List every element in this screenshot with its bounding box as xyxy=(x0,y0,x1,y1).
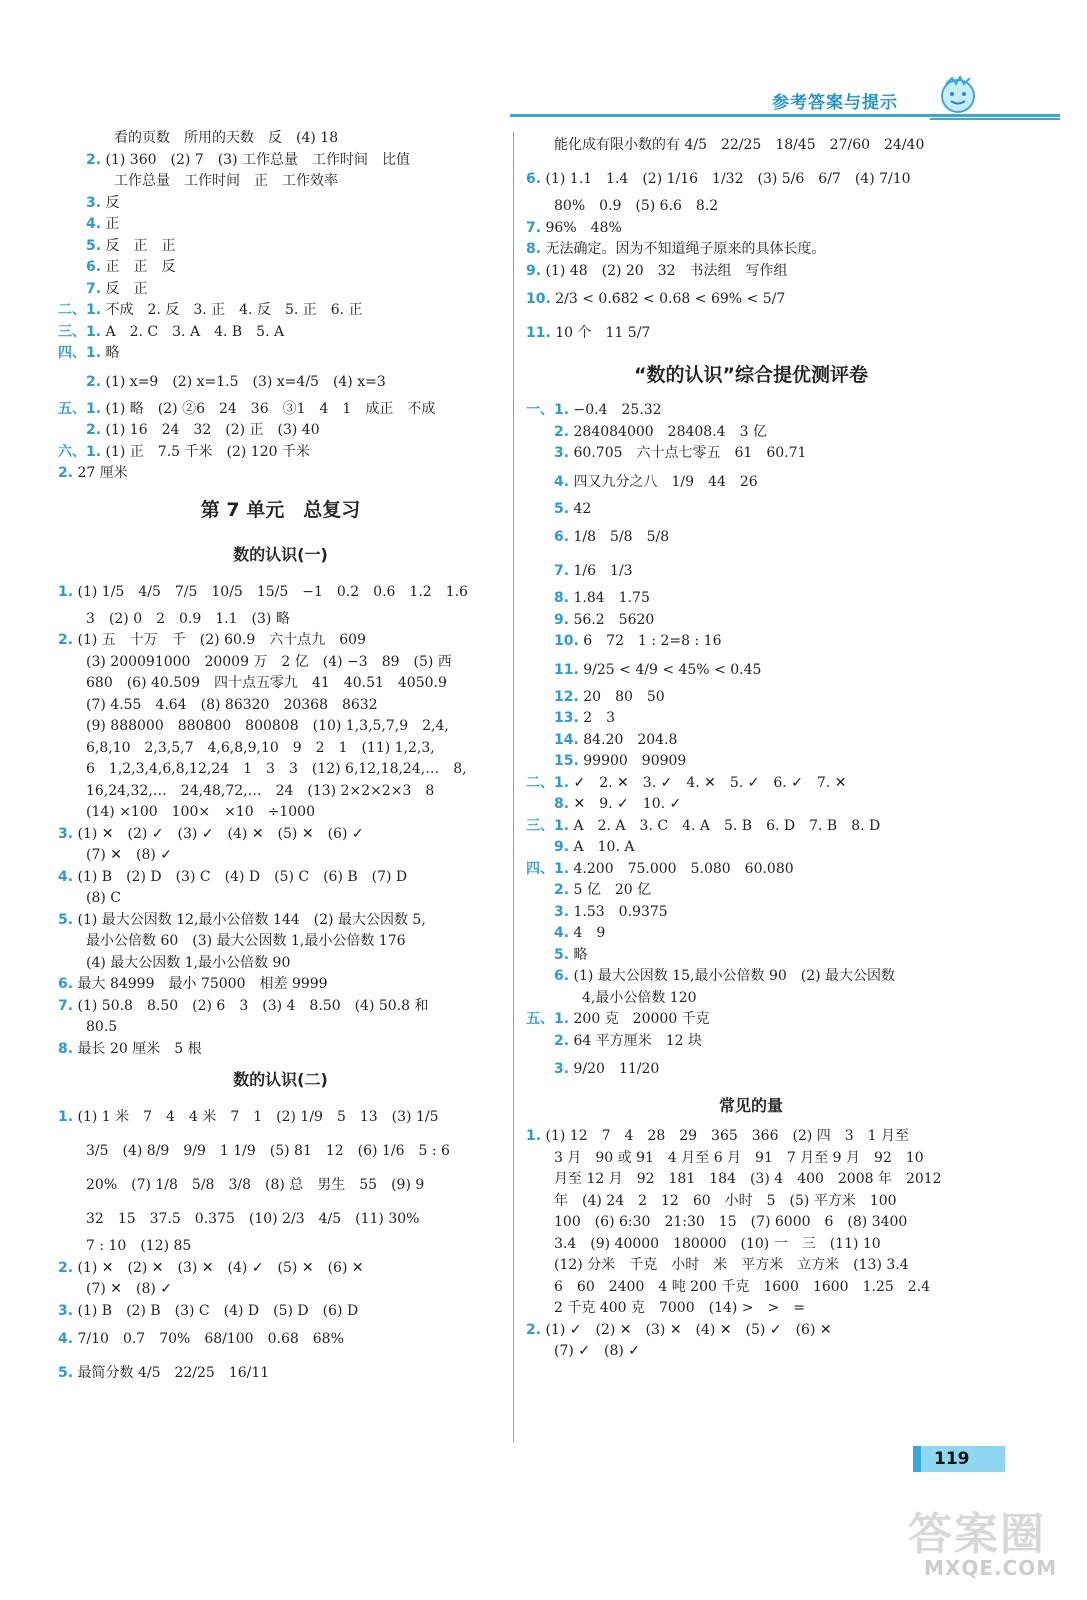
answer-text: 6 1,2,3,4,6,8,12,24 1 3 3 (12) 6,12,18,24,… 8, xyxy=(86,761,467,777)
answer-text: (7) ✓ (8) ✓ xyxy=(554,1343,641,1359)
answer-line xyxy=(58,652,503,674)
answer-text: 2/3 < 0.6̇8̇2 < 0.68 < 69% < 5/7 xyxy=(555,291,786,307)
answer-text: 2 3 xyxy=(583,710,616,726)
header-title: 参考答案与提示 xyxy=(772,93,898,113)
question-number: 8. xyxy=(554,796,570,812)
answer-text: 年 (4) 24 2 12 60 小时 5 (5) 平方米 100 xyxy=(554,1192,897,1209)
answer-line xyxy=(58,673,503,695)
answer-text: (7) 4.55 4.64 (8) 86320 20368 8632 xyxy=(86,696,378,713)
answer-text: 20% (7) 1/8 5/8 3/8 (8) 总 男生 55 (9) 9 xyxy=(86,1177,425,1193)
watermark-url: MXQE.COM xyxy=(924,1556,1058,1580)
question-number: 1. xyxy=(58,1109,74,1125)
question-number: 五、1. xyxy=(58,400,102,417)
question-number: 3. xyxy=(58,1302,74,1319)
answer-text: 四又九分之八 1/9 44 26 xyxy=(573,473,758,490)
answer-text: 80% 0.9 (5) 6.6 8.2 xyxy=(554,198,719,214)
answer-line xyxy=(58,974,503,996)
answer-text: (1) 最大公因数 12,最小公倍数 144 (2) 最大公因数 5, xyxy=(77,911,426,928)
right-answer-column xyxy=(526,128,976,1363)
answer-line xyxy=(58,257,503,279)
question-number: 6. xyxy=(554,529,570,545)
answer-line xyxy=(526,1255,976,1277)
answer-line xyxy=(58,1039,503,1061)
answer-line xyxy=(526,773,976,795)
answer-line xyxy=(58,609,503,631)
answer-text: 反 正 xyxy=(105,280,148,297)
question-number: 11. xyxy=(554,661,579,678)
answer-line xyxy=(58,1134,503,1168)
question-number: 6. xyxy=(526,171,542,187)
answer-line xyxy=(58,953,503,975)
question-number: 7. xyxy=(86,280,102,297)
left-answer-column xyxy=(58,128,503,1390)
question-number: 2. xyxy=(554,882,570,898)
answer-text: 略 xyxy=(573,946,588,963)
answer-text: 99900 90909 xyxy=(583,753,687,769)
answer-text: 1/8 5/8 5/8 xyxy=(573,529,670,545)
question-number: 2. xyxy=(554,423,570,440)
question-number: 2. xyxy=(86,373,102,390)
question-number: 15. xyxy=(554,753,579,769)
answer-line xyxy=(58,1202,503,1236)
answer-text: (1) 12 7 4 28 29 365 366 (2) 四 3 1 月至 xyxy=(545,1128,910,1144)
question-number: 9. xyxy=(526,262,542,279)
answer-text: (1) 1/5 4/5 7/5 10/5 15/5 −1 0.2 0.6 1.2 1.6 xyxy=(77,583,468,600)
question-number: 3. xyxy=(554,1061,570,1077)
answer-line xyxy=(58,759,503,781)
answer-text: 6 72 1 : 2=8 : 16 xyxy=(583,633,722,649)
answer-text: 27 厘米 xyxy=(77,465,128,481)
answer-text: (1) 1.1 1.4 (2) 1/16 1/32 (3) 5/6 6/7 (4) 7/10 xyxy=(545,171,911,187)
answer-line xyxy=(526,751,976,773)
answer-text: (1) 略 (2) ②6 24 36 ③1 4 1 成正 不成 xyxy=(105,400,436,417)
question-number: 3. xyxy=(86,194,102,211)
answer-line xyxy=(526,816,976,838)
answer-line xyxy=(526,1341,976,1363)
question-number: 14. xyxy=(554,731,579,748)
answer-text: 5 亿 20 亿 xyxy=(573,882,652,898)
question-number: 1. xyxy=(58,583,74,600)
answer-text: 42 xyxy=(573,500,592,517)
question-number: 12. xyxy=(554,688,579,705)
question-number: 4. xyxy=(86,216,102,232)
answer-text: 最简分数 4/5 22/25 16/11 xyxy=(77,1365,270,1381)
question-number: 3. xyxy=(58,825,74,842)
answer-line xyxy=(526,1191,976,1213)
answer-line xyxy=(526,400,976,422)
answer-text: ✕ 9. ✓ 10. ✓ xyxy=(573,796,682,812)
answer-text: 不成 2. 反 3. 正 4. 反 5. 正 6. 正 xyxy=(105,302,363,318)
question-number: 10. xyxy=(526,291,551,307)
section-subtitle: 数的认识(一) xyxy=(233,544,328,564)
answer-line xyxy=(526,1169,976,1191)
answer-text: (1) B (2) B (3) C (4) D (5) D (6) D xyxy=(77,1302,359,1319)
question-number: 5. xyxy=(58,1365,74,1381)
question-number: 四、1. xyxy=(58,345,102,361)
answer-line xyxy=(526,945,976,967)
answer-text: 4.200 75.000 5.080 60.080 xyxy=(573,860,794,877)
answer-line xyxy=(58,1258,503,1280)
answer-text: 1.53 0.9375 xyxy=(573,903,668,920)
answer-text: A 2. C 3. A 4. B 5. A xyxy=(105,323,285,340)
answer-text: 1/6 1/3 xyxy=(573,563,633,579)
mascot-icon xyxy=(936,72,980,116)
answer-text: (7) ✕ (8) ✓ xyxy=(86,847,173,863)
answer-text: 6,8,10 2,3,5,7 4,6,8,9,10 9 2 1 (11) 1,2,3, xyxy=(86,739,435,756)
answer-line xyxy=(526,465,976,499)
answer-line xyxy=(526,1234,976,1256)
question-number: 六、1. xyxy=(58,443,102,460)
answer-line xyxy=(526,1009,976,1031)
answer-line xyxy=(58,910,503,932)
question-number: 三、1. xyxy=(526,817,570,834)
answer-text: (8) C xyxy=(86,890,121,906)
answer-line xyxy=(526,1031,976,1053)
answer-line xyxy=(58,279,503,301)
answer-text: (1) 360 (2) 7 (3) 工作总量 工作时间 比值 xyxy=(105,151,410,168)
answer-text: 680 (6) 40.509 四十点五零九 41 40.51 4050.9 xyxy=(86,675,447,691)
question-number: 5. xyxy=(58,911,74,928)
question-number: 4. xyxy=(554,473,570,490)
question-number: 2. xyxy=(58,632,74,648)
question-number: 1. xyxy=(526,1128,542,1144)
answer-text: A 10. A xyxy=(573,839,635,855)
question-number: 二、1. xyxy=(58,302,102,318)
answer-line xyxy=(526,1126,976,1148)
answer-line xyxy=(58,463,503,485)
answer-text: (1) x=9 (2) x=1.5 (3) x=4/5 (4) x=3 xyxy=(105,373,386,390)
section-title: 第 7 单元 总复习 xyxy=(200,498,361,521)
answer-text: (1) ✕ (2) ✓ (3) ✓ (4) ✕ (5) ✕ (6) ✓ xyxy=(77,825,364,842)
answer-text: 6 60 2400 4 吨 200 千克 1600 1600 1.25 2.4 xyxy=(554,1278,931,1295)
answer-line xyxy=(526,554,976,588)
answer-text: 9/25 < 4/9 < 45% < 0.4̇5̇ xyxy=(583,661,762,678)
answer-line xyxy=(58,845,503,867)
answer-text: 60.705 六十点七零五 61 60.71 xyxy=(573,445,807,461)
answer-line xyxy=(58,150,503,172)
answer-line xyxy=(58,300,503,322)
question-number: 6. xyxy=(58,976,74,992)
answer-line xyxy=(526,880,976,902)
question-number: 9. xyxy=(554,611,570,628)
question-number: 8. xyxy=(58,1040,74,1057)
answer-line xyxy=(58,128,503,150)
answer-text: 96% 48% xyxy=(545,219,622,236)
question-number: 7. xyxy=(58,997,74,1014)
answer-line xyxy=(526,128,976,162)
question-number: 6. xyxy=(86,259,102,275)
answer-text: 正 正 反 xyxy=(105,259,176,275)
section-title: “数的认识”综合提优测评卷 xyxy=(634,364,868,386)
answer-line xyxy=(526,1148,976,1170)
section-subtitle: 数的认识(二) xyxy=(233,1070,328,1089)
answer-text: (14) ×100 100× ×10 ÷1000 xyxy=(86,804,315,820)
answer-text: 最大 84999 最小 75000 相差 9999 xyxy=(77,976,328,992)
question-number: 13. xyxy=(554,710,579,726)
answer-text: (4) 最大公因数 1,最小公倍数 90 xyxy=(86,954,291,971)
answer-text: 200 克 20000 千克 xyxy=(573,1011,710,1027)
answer-text: 无法确定。因为不知道绳子原来的具体长度。 xyxy=(545,241,826,257)
answer-line xyxy=(526,443,976,465)
answer-line xyxy=(58,214,503,236)
answer-line xyxy=(526,610,976,632)
answer-text: (1) 50.8 8.50 (2) 6 3 (3) 4 8.50 (4) 50.8 和 xyxy=(77,997,429,1014)
question-number: 3. xyxy=(554,903,570,920)
question-number: 四、1. xyxy=(526,860,570,877)
answer-line xyxy=(58,399,503,421)
answer-line xyxy=(526,902,976,924)
answer-line xyxy=(526,261,976,283)
answer-line xyxy=(58,171,503,193)
question-number: 4. xyxy=(58,868,74,885)
question-number: 五、1. xyxy=(526,1011,570,1027)
answer-line xyxy=(58,716,503,738)
answer-text: 20 80 50 xyxy=(583,688,665,705)
answer-line xyxy=(526,218,976,240)
answer-line xyxy=(526,837,976,859)
question-number: 5. xyxy=(554,946,570,963)
answer-line xyxy=(58,738,503,760)
answer-text: 能化成有限小数的有 4/5 22/25 18/45 27/60 24/40 xyxy=(554,137,925,153)
answer-text: −0.4 25.32 xyxy=(573,402,662,418)
answer-line xyxy=(58,236,503,258)
question-number: 10. xyxy=(554,633,579,649)
answer-line xyxy=(58,420,503,442)
header-rule-secondary xyxy=(930,118,1060,120)
question-number: 5. xyxy=(554,500,570,517)
answer-line xyxy=(58,1356,503,1390)
answer-text: 正 xyxy=(105,216,120,232)
answer-line xyxy=(58,781,503,803)
question-number: 二、1. xyxy=(526,774,570,791)
question-number: 4. xyxy=(554,925,570,941)
answer-line xyxy=(526,1052,976,1086)
answer-line xyxy=(526,730,976,752)
question-number: 7. xyxy=(554,563,570,579)
answer-text: 9/20 11/20 xyxy=(573,1061,660,1077)
answer-text: 32 15 37.5 0.375 (10) 2/3 4/5 (11) 30% xyxy=(86,1211,420,1227)
answer-line xyxy=(58,867,503,889)
answer-line xyxy=(58,1279,503,1301)
answer-line xyxy=(526,162,976,196)
answer-line xyxy=(58,695,503,717)
answer-text: ✓ 2. ✕ 3. ✓ 4. ✕ 5. ✓ 6. ✓ 7. ✕ xyxy=(573,774,847,791)
answer-text: 80.5 xyxy=(86,1019,118,1035)
answer-line xyxy=(58,575,503,609)
answer-text: 2 千克 400 克 7000 (14) > > = xyxy=(554,1300,805,1316)
question-number: 一、1. xyxy=(526,402,570,418)
answer-line xyxy=(58,931,503,953)
answer-text: 3.4 (9) 40000 180000 (10) 一 三 (11) 10 xyxy=(554,1235,881,1252)
answer-text: 最长 20 厘米 5 根 xyxy=(77,1040,202,1057)
answer-line xyxy=(526,687,976,709)
answer-text: (1) 1 米 7 4 4 米 7 1 (2) 1/9 5 13 (3) 1/5 xyxy=(77,1109,439,1125)
answer-text: 看的页数 所用的天数 反 (4) 18 xyxy=(114,130,339,146)
answer-line xyxy=(58,1236,503,1258)
question-number: 5. xyxy=(86,237,102,254)
answer-text: (9) 888000 880800 800808 (10) 1,3,5,7,9 2,4, xyxy=(86,718,449,734)
answer-text: 16,24,32,… 24,48,72,… 24 (13) 2×2×2×3 8 xyxy=(86,782,435,799)
question-number: 2. xyxy=(86,151,102,168)
answer-text: (1) ✓ (2) ✕ (3) ✕ (4) ✕ (5) ✓ (6) ✕ xyxy=(545,1321,832,1338)
watermark-brand: 答案圈 xyxy=(908,1509,1046,1560)
answer-text: (3) 200091000 20009 万 2 亿 (4) −3 89 (5) 西 xyxy=(86,653,452,670)
question-number: 2. xyxy=(58,1259,74,1276)
question-number: 三、1. xyxy=(58,323,102,340)
answer-line xyxy=(526,1298,976,1320)
answer-line xyxy=(526,988,976,1010)
question-number: 3. xyxy=(554,445,570,461)
answer-text: 1.84 1.75 xyxy=(573,590,650,606)
answer-text: 工作总量 工作时间 正 工作效率 xyxy=(114,173,338,189)
answer-text: 100 (6) 6:30 21:30 15 (7) 6000 6 (8) 3400 xyxy=(554,1214,908,1230)
answer-line xyxy=(526,1212,976,1234)
answer-line xyxy=(526,794,976,816)
answer-line xyxy=(526,316,976,350)
answer-text: 略 xyxy=(105,345,120,361)
answer-text: 反 正 正 xyxy=(105,237,176,254)
answer-line xyxy=(526,1320,976,1342)
answer-text: (1) ✕ (2) ✕ (3) ✕ (4) ✓ (5) ✕ (6) ✕ xyxy=(77,1259,364,1276)
answer-text: (1) 最大公因数 15,最小公倍数 90 (2) 最大公因数 xyxy=(573,968,896,984)
answer-line xyxy=(526,196,976,218)
answer-text: 反 xyxy=(105,194,120,211)
page-number: 119 xyxy=(934,1449,970,1469)
answer-line xyxy=(526,239,976,261)
answer-line xyxy=(526,1277,976,1299)
answer-text: A 2. A 3. C 4. A 5. B 6. D 7. B 8. D xyxy=(573,817,881,834)
answer-text: 7 : 10 (12) 85 xyxy=(86,1238,192,1254)
question-number: 2. xyxy=(554,1032,570,1049)
answer-text: 56.2 5620 xyxy=(573,611,655,628)
answer-line xyxy=(58,442,503,464)
answer-text: 7/10 0.7 70% 68/100 0.68 68% xyxy=(77,1331,344,1347)
answer-line xyxy=(58,1168,503,1202)
answer-line xyxy=(58,1017,503,1039)
watermark xyxy=(900,1488,1070,1588)
question-number: 2. xyxy=(526,1321,542,1338)
section-subtitle: 常见的量 xyxy=(718,1096,783,1115)
answer-line xyxy=(58,1301,503,1323)
question-number: 4. xyxy=(58,1331,74,1347)
answer-text: 4 9 xyxy=(573,925,606,941)
answer-text: 月至 12 月 92 181 184 (3) 4 400 2008 年 2012 xyxy=(554,1171,942,1187)
answer-text: 84.20 204.8 xyxy=(583,731,678,748)
answer-line xyxy=(526,520,976,554)
answer-text: 3 (2) 0 2 0.9 1.1 (3) 略 xyxy=(86,610,290,627)
question-number: 9. xyxy=(554,839,570,855)
answer-text: (12) 分米 千克 小时 米 平方米 立方米 (13) 3.4 xyxy=(554,1257,909,1273)
answer-text: 64 平方厘米 12 块 xyxy=(573,1032,703,1049)
answer-line xyxy=(526,653,976,687)
answer-line xyxy=(526,588,976,610)
answer-text: 284084000 28408.4 3 亿 xyxy=(573,423,767,440)
question-number: 8. xyxy=(526,241,542,257)
answer-line xyxy=(58,802,503,824)
answer-line xyxy=(526,923,976,945)
answer-line xyxy=(526,631,976,653)
answer-line xyxy=(526,966,976,988)
answer-text: 10 个 11 5/7 xyxy=(555,325,651,341)
answer-text: (1) 正 7.5 千米 (2) 120 千米 xyxy=(105,443,310,460)
answer-line xyxy=(58,193,503,215)
answer-text: 3/5 (4) 8/9 9/9 1 1/9 (5) 81 12 (6) 1/6 5 : 6 xyxy=(86,1143,450,1159)
question-number: 2. xyxy=(86,422,102,438)
answer-line xyxy=(58,996,503,1018)
answer-text: (1) 48 (2) 20 32 书法组 写作组 xyxy=(545,262,788,279)
question-number: 11. xyxy=(526,325,551,341)
answer-line xyxy=(58,343,503,365)
answer-line xyxy=(526,499,976,521)
answer-text: (7) ✕ (8) ✓ xyxy=(86,1281,173,1297)
answer-line xyxy=(526,859,976,881)
answer-text: 最小公倍数 60 (3) 最大公因数 1,最小公倍数 176 xyxy=(86,933,406,949)
answer-line xyxy=(58,1100,503,1134)
answer-text: (1) B (2) D (3) C (4) D (5) C (6) B (7) D xyxy=(77,868,408,885)
answer-line xyxy=(526,422,976,444)
answer-line xyxy=(526,708,976,730)
answer-line xyxy=(58,1322,503,1356)
answer-text: 4,最小公倍数 120 xyxy=(582,989,697,1006)
answer-line xyxy=(526,282,976,316)
answer-line xyxy=(58,888,503,910)
answer-line xyxy=(58,365,503,399)
column-divider xyxy=(513,132,514,1442)
answer-text: 3 月 90 或 91 4 月至 6 月 91 7 月至 9 月 92 10 xyxy=(554,1149,924,1166)
question-number: 8. xyxy=(554,590,570,606)
question-number: 7. xyxy=(526,219,542,236)
answer-line xyxy=(58,824,503,846)
question-number: 2. xyxy=(58,465,74,481)
answer-line xyxy=(58,630,503,652)
question-number: 6. xyxy=(554,968,570,984)
answer-line xyxy=(58,322,503,344)
answer-text: (1) 五 十万 千 (2) 60.9 六十点九 609 xyxy=(77,632,366,648)
answer-text: (1) 16 24 32 (2) 正 (3) 40 xyxy=(105,422,320,438)
